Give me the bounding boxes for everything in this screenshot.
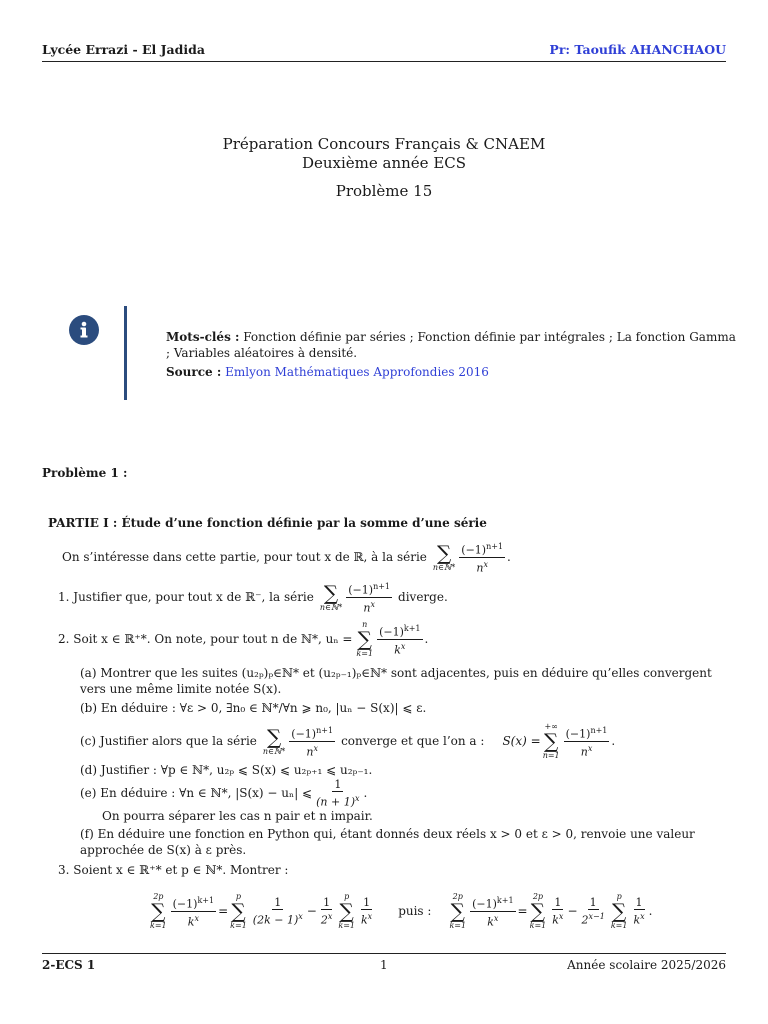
question-2e: (e) En déduire : ∀n ∈ ℕ*, |S(x) − uₙ| ⩽ $\frac{1}{(n + 1)^x}$ .	[80, 778, 368, 809]
question-1: 1. Justifier que, pour tout x de ℝ⁻, la série ∑ n∈ℕ* $\frac{(-1)^{n+1}}{n^x}$ diverge.	[58, 580, 448, 615]
question-2c: (c) Justifier alors que la série ∑ n∈ℕ* $\frac{(-1)^{n+1}}{n^x}$ converge et que l’on a : S(x) = +∞ ∑ n=1 $\frac{(-1)^{n+1}}{n^x}$ .	[80, 722, 616, 760]
info-bar	[124, 306, 127, 400]
question-2f: (f) En déduire une fonction en Python qui, étant donnés deux réels x > 0 et ε > 0, renvoie une valeur approchée de S(x) à ε près.	[80, 827, 695, 857]
intro: On s’intéresse dans cette partie, pour tout x de ℝ, à la série ∑ n∈ℕ* $\frac{(-1)^{n+1}}{n^x}$ .	[62, 540, 511, 575]
info-icon	[69, 315, 99, 345]
page-number: 1	[380, 958, 388, 972]
question-2a: (a) Montrer que les suites (u₂ₚ)ₚ∈ℕ* et (u₂ₚ₋₁)ₚ∈ℕ* sont adjacentes, puis en déduire qu’elles convergent vers une même limite notée S(x).	[80, 666, 712, 696]
source: Source : Emlyon Mathématiques Approfondies 2016	[166, 365, 489, 379]
footer-class: 2-ECS 1	[42, 958, 96, 972]
header-teacher: Pr: Taoufik AHANCHAOU	[549, 42, 726, 57]
question-2e-note: On pourra séparer les cas n pair et n impair.	[102, 809, 373, 823]
question-2: 2. Soit x ∈ ℝ⁺*. On note, pour tout n de ℕ*, uₙ = n ∑ k=1 $\frac{(-1)^{k+1}}{k^x}$ .	[58, 620, 429, 658]
footer-rule	[42, 953, 726, 954]
footer-year: Année scolaire 2025/2026	[567, 958, 726, 972]
part-title: PARTIE I : Étude d’une fonction définie par la somme d’une série	[48, 516, 487, 530]
header-school: Lycée Errazi - El Jadida	[42, 42, 205, 57]
title-line1: Préparation Concours Français & CNAEM	[222, 135, 546, 153]
question-2d: (d) Justifier : ∀p ∈ ℕ*, u₂ₚ ⩽ S(x) ⩽ u₂ₚ₊₁ ⩽ u₂ₚ₋₁.	[80, 763, 373, 777]
header-rule	[42, 61, 726, 62]
problem-heading: Problème 1 :	[42, 466, 128, 480]
source-link[interactable]: Emlyon Mathématiques Approfondies 2016	[225, 365, 489, 379]
question-3: 3. Soient x ∈ ℝ⁺* et p ∈ ℕ*. Montrer :	[58, 863, 289, 877]
keywords: Mots-clés : Fonction définie par séries ; Fonction définie par intégrales ; La fonction Gamma ; Variables aléatoires à densité.	[166, 330, 736, 360]
question-3-formula: 2p ∑ k=1 $\frac{(-1)^{k+1}}{k^x}$ = p ∑ k=1 $\frac{1}{(2k - 1)^x}$ − $\frac{1}{2^x}$ p ∑ k=1 $\frac{1}{k^x}$ puis : 2p ∑ k=1 $\frac{(-1)^{k+1}}{k^x}$ = 2p ∑ k=1 $\frac{1}{k^x}$ − $\frac{1}{2^{x-1}}$ p ∑ k=1 $\frac{1}{k^x}$ .	[150, 892, 653, 930]
title-line2: Deuxième année ECS	[301, 154, 467, 172]
title-line3: Problème 15	[335, 182, 433, 200]
question-2b: (b) En déduire : ∀ε > 0, ∃n₀ ∈ ℕ*/∀n ⩾ n₀, |uₙ − S(x)| ⩽ ε.	[80, 701, 427, 715]
